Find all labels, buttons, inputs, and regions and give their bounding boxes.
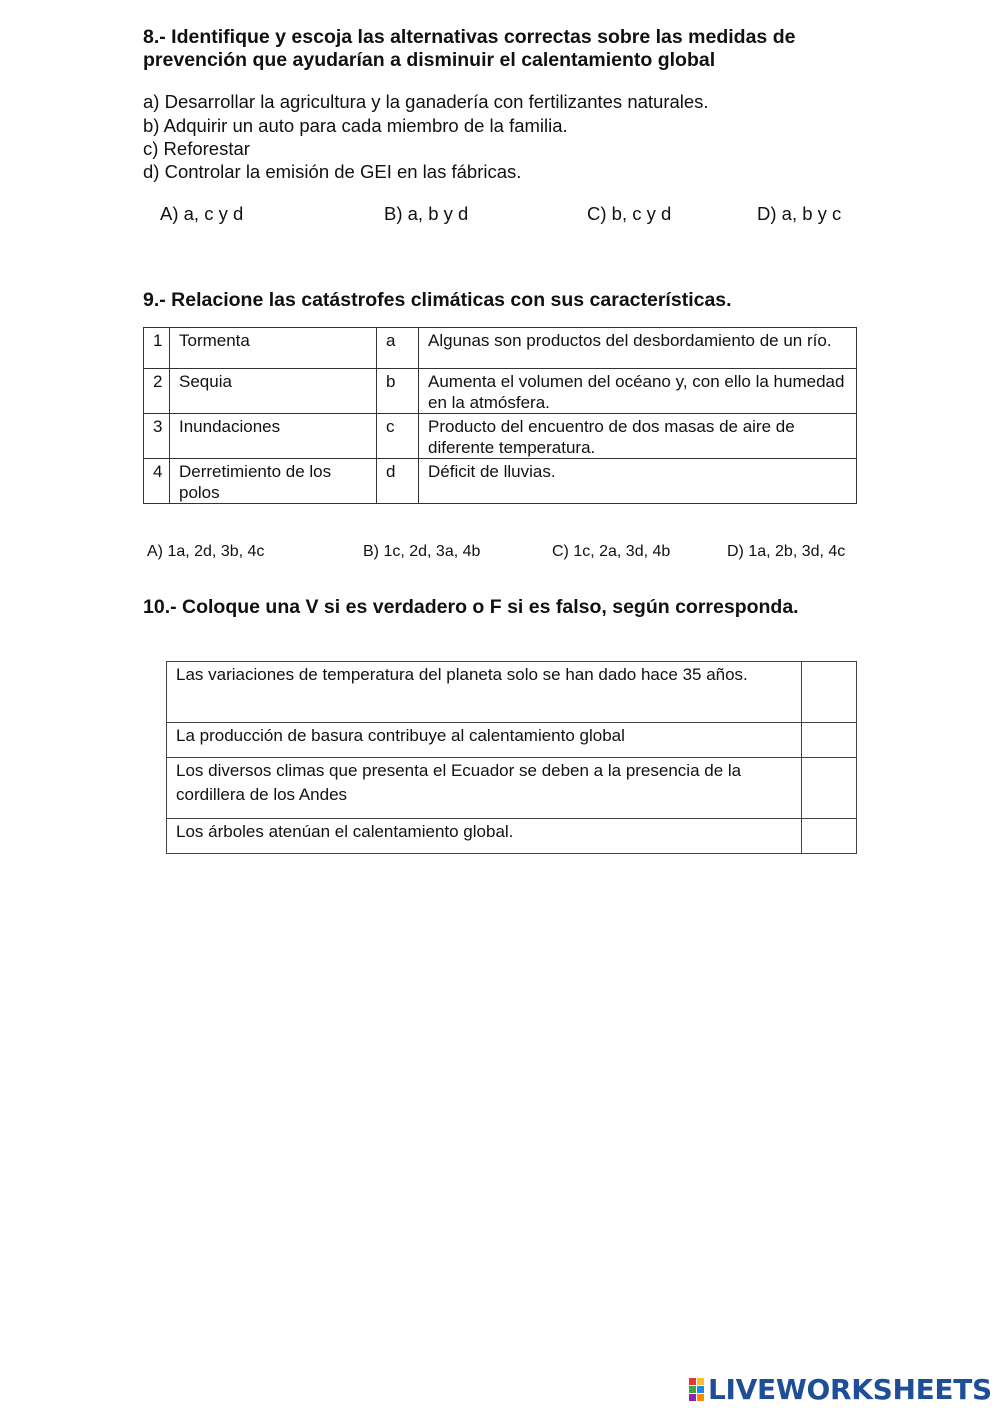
row-term: Derretimiento de los polos <box>170 459 377 504</box>
table-row <box>167 819 857 854</box>
row-term: Sequia <box>170 369 377 414</box>
row-description: Algunas son productos del desbordamiento de un río. <box>419 328 857 369</box>
row-number: 1 <box>144 328 170 369</box>
row-number: 4 <box>144 459 170 504</box>
q8-item-c: c) Reforestar <box>143 138 250 159</box>
logo-text: LIVEWORKSHEETS <box>708 1372 992 1406</box>
q8-item-b: b) Adquirir un auto para cada miembro de la familia. <box>143 115 568 136</box>
answer-box[interactable] <box>802 662 857 723</box>
statement-text: La producción de basura contribuye al calentamiento global <box>167 723 802 758</box>
row-description: Déficit de lluvias. <box>419 459 857 504</box>
q10-true-false-table <box>166 661 857 854</box>
table-row <box>144 459 857 504</box>
table-row <box>144 369 857 414</box>
q8-choice-d[interactable]: D) a, b y c <box>757 203 842 224</box>
row-number: 2 <box>144 369 170 414</box>
answer-box[interactable] <box>802 819 857 854</box>
q8-title-line2: prevención que ayudarían a disminuir el calentamiento global <box>143 49 716 71</box>
table-row <box>144 328 857 369</box>
q9-choice-d[interactable]: D) 1a, 2b, 3d, 4c <box>727 543 846 560</box>
answer-box[interactable] <box>802 758 857 819</box>
q9-choice-c[interactable]: C) 1c, 2a, 3d, 4b <box>552 543 671 560</box>
row-letter: c <box>377 414 419 459</box>
q9-choice-a[interactable]: A) 1a, 2d, 3b, 4c <box>147 543 265 560</box>
table-row <box>167 662 857 723</box>
q9-matching-table <box>143 327 857 504</box>
statement-text: Los diversos climas que presenta el Ecuador se deben a la presencia de la cordillera de los Andes <box>167 758 802 819</box>
q8-choice-a[interactable]: A) a, c y d <box>160 203 244 224</box>
q8-title-line1: 8.- Identifique y escoja las alternativas correctas sobre las medidas de <box>143 26 796 48</box>
q10-title: 10.- Coloque una V si es verdadero o F si es falso, según corresponda. <box>143 596 799 618</box>
table-row <box>167 758 857 819</box>
row-number: 3 <box>144 414 170 459</box>
row-letter: d <box>377 459 419 504</box>
q8-item-d: d) Controlar la emisión de GEI en las fábricas. <box>143 161 522 182</box>
row-letter: b <box>377 369 419 414</box>
q8-choice-c[interactable]: C) b, c y d <box>587 203 672 224</box>
q8-item-a: a) Desarrollar la agricultura y la ganadería con fertilizantes naturales. <box>143 91 709 112</box>
row-description: Producto del encuentro de dos masas de aire de diferente temperatura. <box>419 414 857 459</box>
q9-choice-b[interactable]: B) 1c, 2d, 3a, 4b <box>363 543 481 560</box>
row-term: Inundaciones <box>170 414 377 459</box>
q9-title: 9.- Relacione las catástrofes climáticas con sus características. <box>143 289 732 311</box>
table-row <box>167 723 857 758</box>
q8-choice-b[interactable]: B) a, b y d <box>384 203 469 224</box>
row-term: Tormenta <box>170 328 377 369</box>
row-description: Aumenta el volumen del océano y, con ello la humedad en la atmósfera. <box>419 369 857 414</box>
liveworksheets-logo <box>689 1374 992 1404</box>
statement-text: Las variaciones de temperatura del planeta solo se han dado hace 35 años. <box>167 662 802 723</box>
logo-mark-icon <box>689 1378 704 1401</box>
table-row <box>144 414 857 459</box>
answer-box[interactable] <box>802 723 857 758</box>
row-letter: a <box>377 328 419 369</box>
statement-text: Los árboles atenúan el calentamiento global. <box>167 819 802 854</box>
